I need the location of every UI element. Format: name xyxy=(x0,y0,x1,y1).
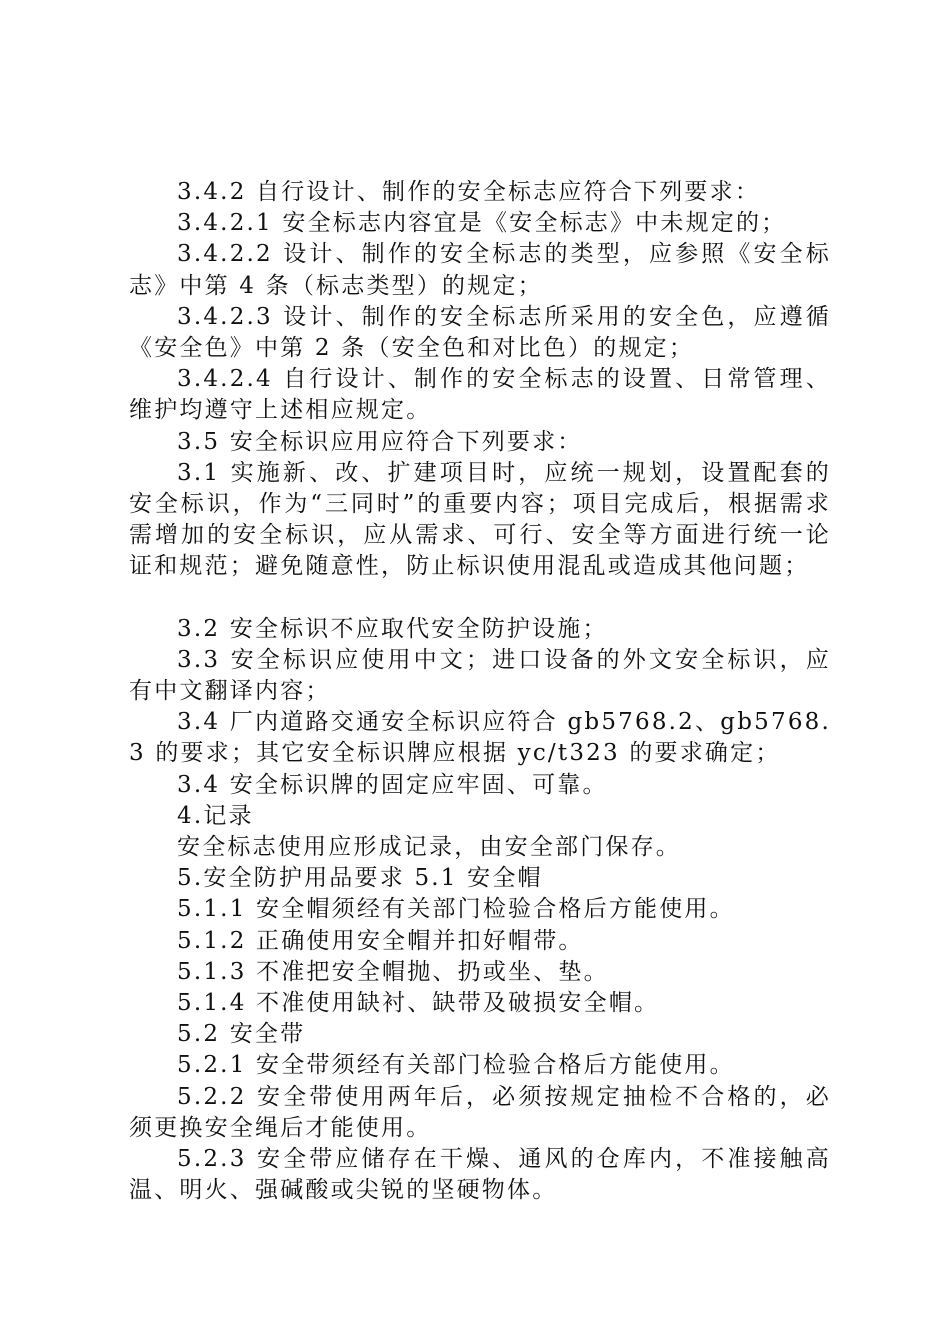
paragraph-5-2-1: 5.2.1 安全带须经有关部门检验合格后方能使用。 xyxy=(177,1052,735,1079)
paragraph-5-1-3: 5.1.3 不准把安全帽抛、扔或坐、垫。 xyxy=(177,958,609,985)
paragraph-3-4-fixing: 3.4 安全标识牌的固定应牢固、可靠。 xyxy=(177,771,608,798)
paragraph-3-1: 3.1 实施新、改、扩建项目时，应统一规划，设置配套的安全标识，作为“三同时”的重要内容；项目完成后，根据需求需增加的安全标识，应从需求、可行、安全等方面进行统一论证和规范；避免随意性，防止标识使用混乱或造成其他问题； xyxy=(129,459,831,580)
paragraph-3-4-2-3: 3.4.2.3 设计、制作的安全标志所采用的安全色，应遵循《安全色》中第 2 条（安全色和对比色）的规定； xyxy=(129,303,831,362)
paragraph-3-4-traffic: 3.4 厂内道路交通安全标识应符合 gb5768.2、gb5768.3 的要求；其它安全标识牌应根据 yc/t323 的要求确定； xyxy=(129,709,831,767)
paragraph-5-2-2: 5.2.2 安全带使用两年后，必须按规定抽检不合格的，必须更换安全绳后才能使用。 xyxy=(129,1083,831,1141)
heading-protective-equipment: 5.安全防护用品要求 5.1 安全帽 xyxy=(177,865,543,892)
paragraph-3-5: 3.5 安全标识应用应符合下列要求： xyxy=(177,428,583,455)
paragraph-5-1-1: 5.1.1 安全帽须经有关部门检验合格后方能使用。 xyxy=(177,896,735,923)
document-body xyxy=(129,177,831,1207)
heading-safety-belt: 5.2 安全带 xyxy=(177,1021,306,1048)
paragraph-5-2-3: 5.2.3 安全带应储存在干燥、通风的仓库内，不准接触高温、明火、强碱酸或尖锐的坚硬物体。 xyxy=(129,1146,831,1204)
paragraph-3-3: 3.3 安全标识应使用中文；进口设备的外文安全标识，应有中文翻译内容； xyxy=(129,646,831,705)
paragraph-3-4-2-2: 3.4.2.2 设计、制作的安全标志的类型，应参照《安全标志》中第 4 条（标志类型）的规定； xyxy=(129,241,831,299)
paragraph-3-4-2-1: 3.4.2.1 安全标志内容宜是《安全标志》中未规定的； xyxy=(177,210,787,237)
paragraph-5-1-2: 5.1.2 正确使用安全帽并扣好帽带。 xyxy=(177,927,584,954)
paragraph-5-1-4: 5.1.4 不准使用缺衬、缺带及破损安全帽。 xyxy=(177,990,660,1017)
paragraph-records: 安全标志使用应形成记录，由安全部门保存。 xyxy=(177,834,681,861)
paragraph-3-4-2: 3.4.2 自行设计、制作的安全标志应符合下列要求： xyxy=(177,179,761,205)
paragraph-3-4-2-4: 3.4.2.4 自行设计、制作的安全标志的设置、日常管理、维护均遵守上述相应规定。 xyxy=(129,366,831,424)
heading-records: 4.记录 xyxy=(177,802,254,829)
paragraph-3-2: 3.2 安全标识不应取代安全防护设施； xyxy=(177,615,608,642)
